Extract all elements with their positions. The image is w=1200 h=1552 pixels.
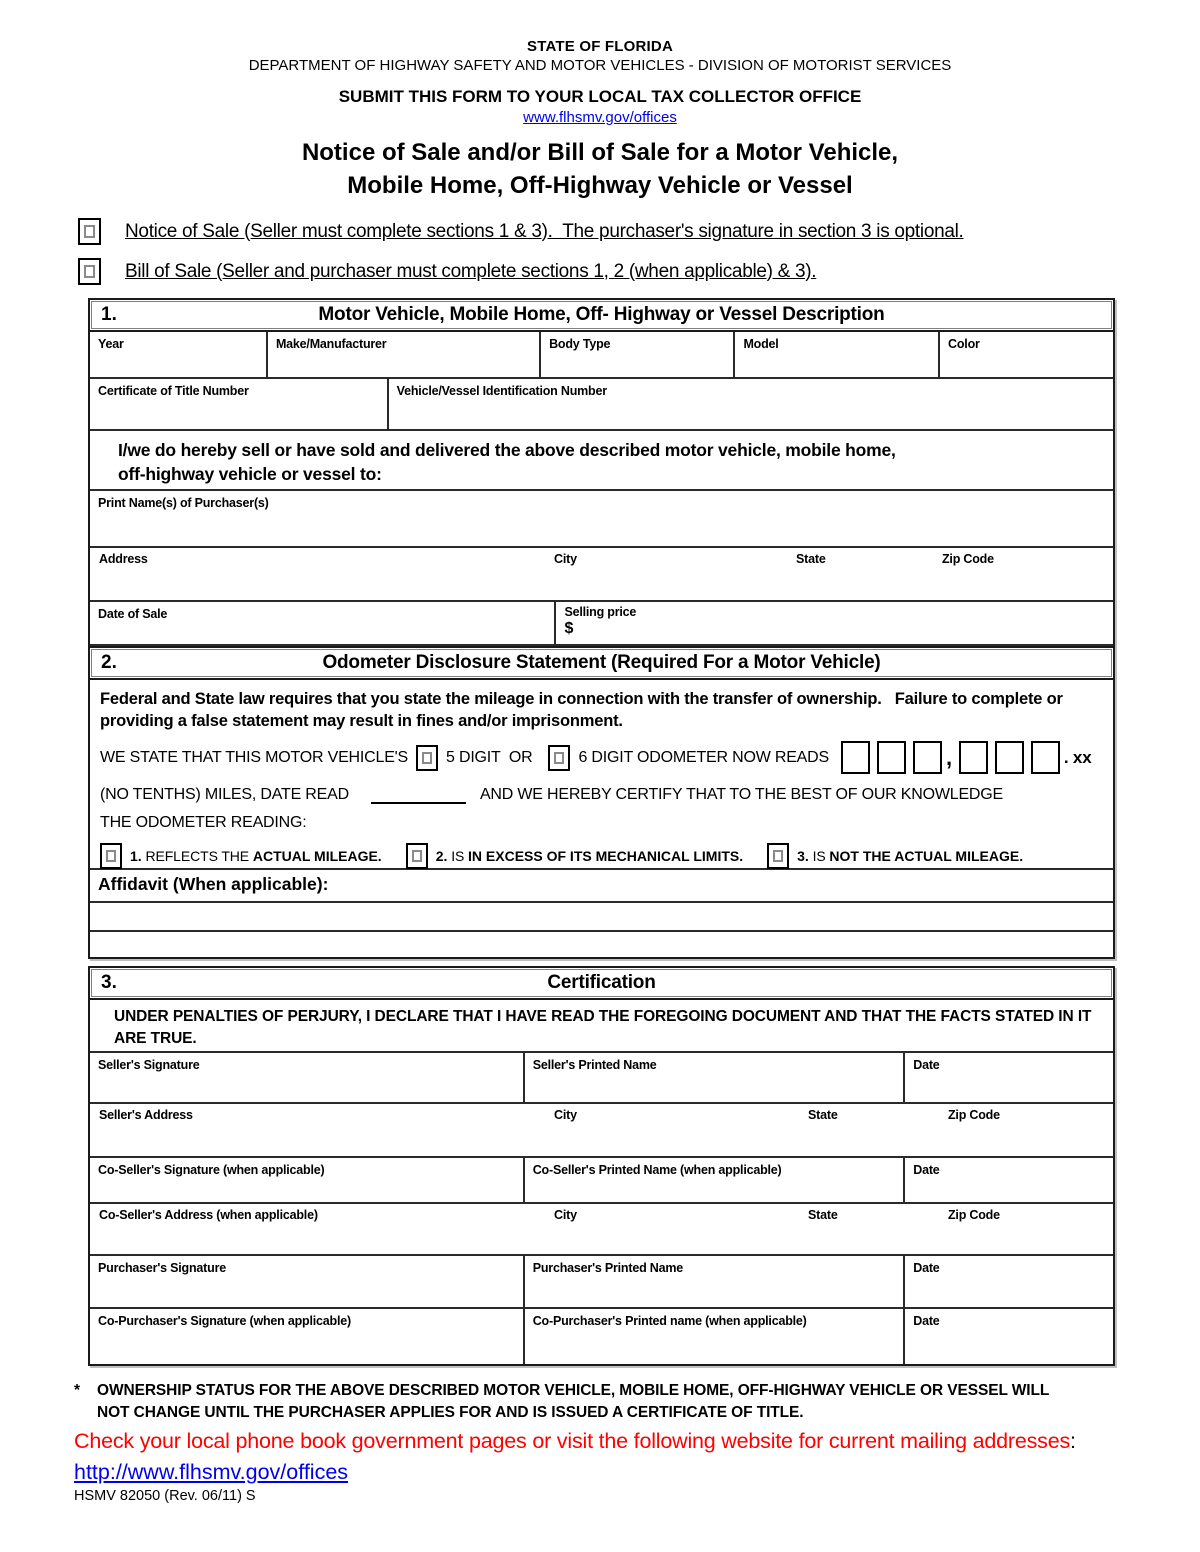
seller-printed-name-label: Seller's Printed Name (532, 1058, 657, 1072)
checkbox-inner-square (84, 225, 95, 238)
zip-label: Zip Code (948, 1208, 1000, 1222)
certification-table (88, 966, 1115, 1366)
city-label: City (554, 1108, 577, 1122)
opt1-bold: ACTUAL MILEAGE. (252, 848, 382, 864)
sold-statement-line1: I/we do hereby sell or have sold and delivered the above described motor vehicle, mobile home, (118, 440, 896, 460)
odometer-statement-block (90, 680, 1113, 868)
form-title-line1: Notice of Sale and/or Bill of Sale for a Motor Vehicle, (301, 139, 899, 166)
date-price-row (90, 602, 1113, 646)
form-title (0, 136, 1200, 202)
date-read-blank[interactable] (371, 786, 466, 804)
co-seller-address-label: Co-Seller's Address (when applicable) (99, 1208, 318, 1222)
address-label: Address (99, 552, 148, 566)
date-of-sale-label: Date of Sale (98, 607, 168, 621)
section1-number: 1. (101, 304, 117, 325)
state-label: State (808, 1108, 838, 1122)
bill-of-sale-option (78, 258, 1200, 285)
purchaser-date-field[interactable] (903, 1256, 1113, 1307)
odometer-digit-box-4[interactable] (959, 741, 988, 774)
notice-of-sale-checkbox[interactable] (78, 218, 101, 245)
bill-of-sale-label: Bill of Sale (Seller and purchaser must complete sections 1, 2 (when applicable) & 3). (125, 260, 817, 282)
vehicle-info-row (90, 332, 1113, 379)
opt2-text: IS (451, 848, 469, 864)
model-field[interactable] (733, 332, 938, 377)
sold-statement-row (90, 431, 1113, 491)
section3-header (90, 968, 1113, 1000)
notice-of-sale-option (78, 218, 1200, 245)
footnote-asterisk: * (74, 1382, 80, 1399)
selling-price-field[interactable] (554, 602, 1113, 644)
six-digit-label: 6 DIGIT ODOMETER NOW READS (578, 748, 829, 766)
zip-label: Zip Code (942, 552, 994, 566)
not-actual-mileage-checkbox[interactable] (767, 843, 789, 869)
date-label: Date (913, 1163, 940, 1177)
odometer-options-line (100, 843, 1101, 869)
purchaser-printed-name-field[interactable] (523, 1256, 904, 1307)
checkbox-inner-square (412, 850, 422, 862)
vin-label: Vehicle/Vessel Identification Number (396, 384, 607, 398)
notice-colon: : (1070, 1429, 1076, 1453)
color-label: Color (948, 337, 980, 351)
seller-signature-row (90, 1053, 1113, 1104)
opt1-text: REFLECTS THE (145, 848, 253, 864)
checkbox-inner-square (422, 752, 432, 764)
odometer-reads-line (100, 741, 1101, 774)
affidavit-label: Affidavit (When applicable): (98, 874, 329, 894)
co-purchaser-printed-name-field[interactable] (523, 1309, 904, 1364)
mailing-address-notice (74, 1426, 1104, 1456)
state-heading: STATE OF FLORIDA (527, 38, 673, 55)
section2-title: Odometer Disclosure Statement (Required For a Motor Vehicle) (322, 652, 881, 673)
co-seller-printed-name-label: Co-Seller's Printed Name (when applicable) (532, 1163, 782, 1177)
form-number: HSMV 82050 (Rev. 06/11) S (74, 1488, 256, 1504)
date-label: Date (913, 1058, 940, 1072)
checkbox-inner-square (773, 850, 783, 862)
co-purchaser-signature-label: Co-Purchaser's Signature (when applicable) (98, 1314, 351, 1328)
selling-price-label: Selling price (564, 605, 637, 619)
co-purchaser-date-field[interactable] (903, 1309, 1113, 1364)
year-field[interactable] (90, 332, 266, 377)
body-type-field[interactable] (539, 332, 733, 377)
odometer-decimal-suffix: . xx (1063, 747, 1092, 767)
opt3-number: 3. (797, 848, 809, 864)
state-label: State (808, 1208, 838, 1222)
odometer-reading-text: THE ODOMETER READING: (100, 814, 307, 831)
excess-limits-checkbox[interactable] (406, 843, 428, 869)
purchaser-address-row[interactable] (90, 548, 1113, 602)
opt3-text: IS (812, 848, 830, 864)
state-label: State (796, 552, 826, 566)
section2-number: 2. (101, 652, 117, 673)
vin-field[interactable] (387, 379, 1113, 429)
model-label: Model (743, 337, 779, 351)
dollar-sign: $ (564, 620, 574, 637)
co-seller-address-row[interactable] (90, 1204, 1113, 1256)
zip-label: Zip Code (948, 1108, 1000, 1122)
seller-address-row[interactable] (90, 1104, 1113, 1158)
section3-number: 3. (101, 972, 117, 993)
make-label: Make/Manufacturer (275, 337, 387, 351)
seller-date-field[interactable] (903, 1053, 1113, 1102)
form-title-line2: Mobile Home, Off-Highway Vehicle or Vessel (347, 172, 853, 199)
purchaser-signature-label: Purchaser's Signature (98, 1261, 226, 1275)
perjury-statement-row (90, 1000, 1113, 1053)
purchaser-names-field[interactable] (90, 491, 1113, 546)
make-field[interactable] (266, 332, 539, 377)
date-label: Date (913, 1261, 940, 1275)
five-digit-label: 5 DIGIT OR (446, 748, 533, 766)
submit-instruction: SUBMIT THIS FORM TO YOUR LOCAL TAX COLLECTOR OFFICE (338, 87, 862, 106)
title-vin-row (90, 379, 1113, 431)
purchaser-signature-field[interactable] (90, 1256, 523, 1307)
seller-address-label: Seller's Address (99, 1108, 193, 1122)
no-tenths-text: (NO TENTHS) MILES, DATE READ (100, 786, 349, 803)
affidavit-line-2[interactable] (90, 932, 1113, 957)
opt2-bold: IN EXCESS OF ITS MECHANICAL LIMITS. (468, 848, 744, 864)
co-seller-signature-field[interactable] (90, 1158, 523, 1202)
sold-statement (90, 431, 906, 489)
title-number-field[interactable] (90, 379, 387, 429)
odometer-law-text: Federal and State law requires that you state the mileage in connection with the transfer of ownership. Failure to complete or providing a false statement may result in fines and/or imprisonment. (100, 690, 1068, 730)
co-purchaser-signature-row (90, 1309, 1113, 1364)
section1-title: Motor Vehicle, Mobile Home, Off- Highway or Vessel Description (318, 304, 885, 325)
checkbox-inner-square (554, 752, 564, 764)
offices-url-link[interactable]: http://www.flhsmv.gov/offices (74, 1460, 349, 1484)
co-purchaser-printed-name-label: Co-Purchaser's Printed name (when applicable) (532, 1314, 807, 1328)
six-digit-checkbox[interactable] (548, 745, 570, 771)
title-number-label: Certificate of Title Number (98, 384, 249, 398)
purchaser-names-label: Print Name(s) of Purchaser(s) (98, 496, 269, 510)
seller-signature-label: Seller's Signature (98, 1058, 200, 1072)
body-type-label: Body Type (549, 337, 611, 351)
seller-signature-field[interactable] (90, 1053, 523, 1102)
we-state-text: WE STATE THAT THIS MOTOR VEHICLE'S (100, 748, 409, 766)
city-label: City (554, 1208, 577, 1222)
date-of-sale-field[interactable] (90, 602, 554, 644)
form-type-options (78, 218, 1200, 285)
purchaser-printed-name-label: Purchaser's Printed Name (532, 1261, 684, 1275)
odometer-statement-row (90, 680, 1113, 870)
certify-text: AND WE HEREBY CERTIFY THAT TO THE BEST OF OUR KNOWLEDGE (479, 786, 1003, 803)
vehicle-description-table (88, 298, 1115, 959)
actual-mileage-checkbox[interactable] (100, 843, 122, 869)
perjury-statement: UNDER PENALTIES OF PERJURY, I DECLARE THAT I HAVE READ THE FOREGOING DOCUMENT AND THAT THE FACTS STATED IN IT ARE TRUE. (114, 1008, 1096, 1047)
color-field[interactable] (938, 332, 1113, 377)
co-purchaser-signature-field[interactable] (90, 1309, 523, 1364)
section2-header (90, 646, 1113, 680)
affidavit-line-1[interactable] (90, 903, 1113, 932)
five-digit-checkbox[interactable] (416, 745, 438, 771)
bill-of-sale-checkbox[interactable] (78, 258, 101, 285)
ownership-note-text: OWNERSHIP STATUS FOR THE ABOVE DESCRIBED MOTOR VEHICLE, MOBILE HOME, OFF-HIGHWAY VEHICLE OR VESSEL WILL NOT CHANGE UNTIL THE PURCHASER APPLIES FOR AND IS ISSUED A CERTIFICATE OF TITLE. (97, 1382, 1054, 1421)
mailing-address-notice-text: Check your local phone book government pages or visit the following website for current mailing addresses (74, 1429, 1071, 1453)
purchaser-names-row (90, 491, 1113, 548)
co-seller-date-field[interactable] (903, 1158, 1113, 1202)
seller-printed-name-field[interactable] (523, 1053, 904, 1102)
opt3-bold: NOT THE ACTUAL MILEAGE. (829, 848, 1024, 864)
co-seller-printed-name-field[interactable] (523, 1158, 904, 1202)
odometer-digit-box-3[interactable] (913, 741, 942, 774)
odometer-digit-box-5[interactable] (995, 741, 1024, 774)
co-seller-signature-row (90, 1158, 1113, 1204)
sold-statement-line2: off-highway vehicle or vessel to: (118, 464, 382, 484)
affidavit-label-row (90, 870, 1113, 903)
ownership-footnote (74, 1380, 1200, 1424)
odometer-digit-box-6[interactable] (1031, 741, 1060, 774)
notice-of-sale-label: Notice of Sale (Seller must complete sections 1 & 3). The purchaser's signature in section 3 is optional. (125, 220, 964, 242)
odometer-reading-line (100, 814, 1101, 832)
odometer-digit-box-1[interactable] (841, 741, 870, 774)
checkbox-inner-square (84, 265, 95, 278)
section1-header (90, 300, 1113, 332)
year-label: Year (98, 337, 124, 351)
department-heading: DEPARTMENT OF HIGHWAY SAFETY AND MOTOR VEHICLES - DIVISION OF MOTORIST SERVICES (248, 57, 952, 74)
section3-title: Certification (547, 972, 656, 993)
checkbox-inner-square (106, 850, 116, 862)
co-seller-signature-label: Co-Seller's Signature (when applicable) (98, 1163, 325, 1177)
city-label: City (554, 552, 577, 566)
purchaser-signature-row (90, 1256, 1113, 1309)
odometer-digit-box-2[interactable] (877, 741, 906, 774)
odometer-comma: , (945, 744, 952, 770)
date-read-line (100, 786, 1101, 804)
opt1-number: 1. (130, 848, 142, 864)
date-label: Date (913, 1314, 940, 1328)
offices-link[interactable]: www.flhsmv.gov/offices (523, 109, 677, 126)
opt2-number: 2. (435, 848, 448, 864)
